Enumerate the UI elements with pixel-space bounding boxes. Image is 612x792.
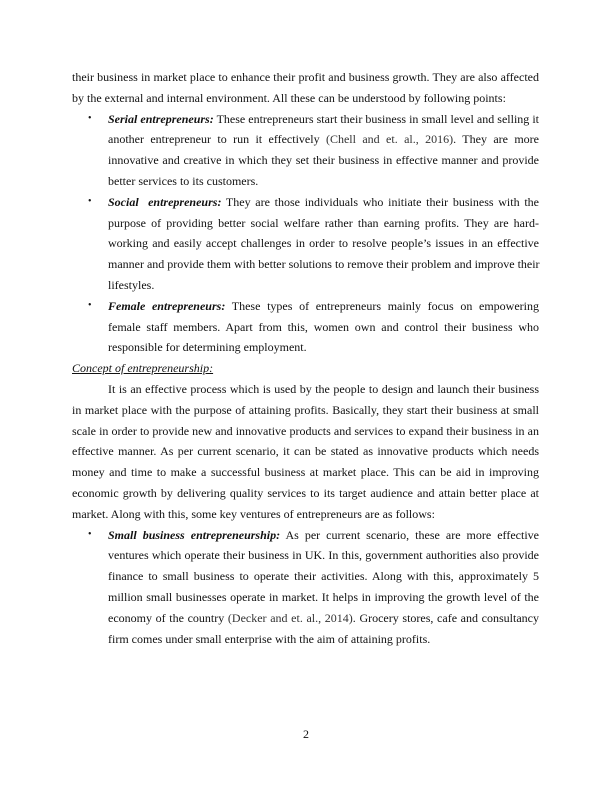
citation: (Decker and et. al., 2014) xyxy=(227,610,353,625)
text-line: working and easily accept challenges in order to resolve people’s issues in an effective xyxy=(108,236,539,251)
term: Social entrepreneurs: xyxy=(108,194,222,209)
text-line: money and time to make a successful business at market place. This can be aid in improving xyxy=(72,465,539,480)
text-line: market. Along with this, some key ventures of entrepreneurs are as follows: xyxy=(72,506,435,521)
text-line: firm comes under small enterprise with the aim of attaining profits. xyxy=(108,631,431,646)
term: Small business entrepreneurship: xyxy=(108,527,281,542)
bullet-icon: • xyxy=(88,195,92,207)
bullet-icon: • xyxy=(88,528,92,540)
section-heading: Concept of entrepreneurship: xyxy=(72,361,214,376)
text-line: economic growth by delivering quality services to its target audience and attain better place at xyxy=(72,485,539,500)
text-line: responsible for determining employment. xyxy=(108,340,307,355)
list-item-small-business: • Small business entrepreneurship: As per current scenario, these are more effective ventures which operate their business in UK. In this, government authorities also provide finance to small business to operate their activities. Along with this, approximately 5 million small businesses operate in market. It helps in improving the growth level of the economy of the country (Decker and et. al., 2014). Grocery stores, cafe and consultancy firm comes under small enterprise with the aim of attaining profits. xyxy=(72,525,539,650)
bullet-icon: • xyxy=(88,299,92,311)
term: Female entrepreneurs: xyxy=(108,298,226,313)
text-line: innovative and creative in which they set their business in effective manner and provide xyxy=(108,153,539,168)
text-line: finance to small business to operate their activities. Along with this, approximately 5 xyxy=(108,569,539,584)
text-line: by the external and internal environment. All these can be understood by following points: xyxy=(72,90,506,105)
text-line: million small businesses operate in market. It helps in improving the growth level of the xyxy=(108,589,539,604)
text-line: manner and provide them with better solutions to remove their problem and improve their xyxy=(108,257,540,272)
text-line: scale in order to provide new and innovative products and services to expand their business in an xyxy=(72,423,539,438)
text-line: effective manner. As per current scenario, it can be stated as innovative products which needs xyxy=(72,444,539,459)
text-line: purpose of providing better social welfare rather than earning profits. They are hard- xyxy=(108,215,539,230)
text-line: female staff members. Apart from this, women own and control their business who xyxy=(108,319,539,334)
page-number: 2 xyxy=(303,727,309,741)
list-item-serial-entrepreneurs: • Serial entrepreneurs: These entrepreneurs start their business in small level and selling it another entrepreneur to run it effectively (Chell and et. al., 2016). They are more innovative and creative in which they set their business in effective manner and provide better services to its customers. xyxy=(72,109,539,192)
text-line: their business in market place to enhance their profit and business growth. They are also affected xyxy=(72,70,539,84)
text-line: ventures which operate their business in UK. In this, government authorities also provide xyxy=(108,548,539,563)
citation: (Chell and et. al., 2016) xyxy=(325,132,454,147)
term: Serial entrepreneurs: xyxy=(108,111,214,126)
list-item-social-entrepreneurs: • Social entrepreneurs: They are those individuals who initiate their business with the purpose of providing better social welfare rather than earning profits. They are hard- working and easily accept challenges in order to resolve people’s issues in an effective manner and provide them with better solutions to remove their problem and improve their lifestyles. xyxy=(72,192,539,296)
document-body xyxy=(72,67,539,649)
list-item-female-entrepreneurs: • Female entrepreneurs: These types of entrepreneurs mainly focus on empowering female staff members. Apart from this, women own and control their business who responsible for determining employment. xyxy=(72,296,539,358)
paragraph xyxy=(72,379,539,525)
text-line: It is an effective process which is used by the people to design and launch their business xyxy=(108,381,539,396)
text-line: in market place with the purpose of attaining profits. Basically, they start their business at small xyxy=(72,402,539,417)
text-line: better services to its customers. xyxy=(108,173,259,188)
bullet-icon: • xyxy=(88,112,92,124)
text-line: lifestyles. xyxy=(108,277,155,292)
